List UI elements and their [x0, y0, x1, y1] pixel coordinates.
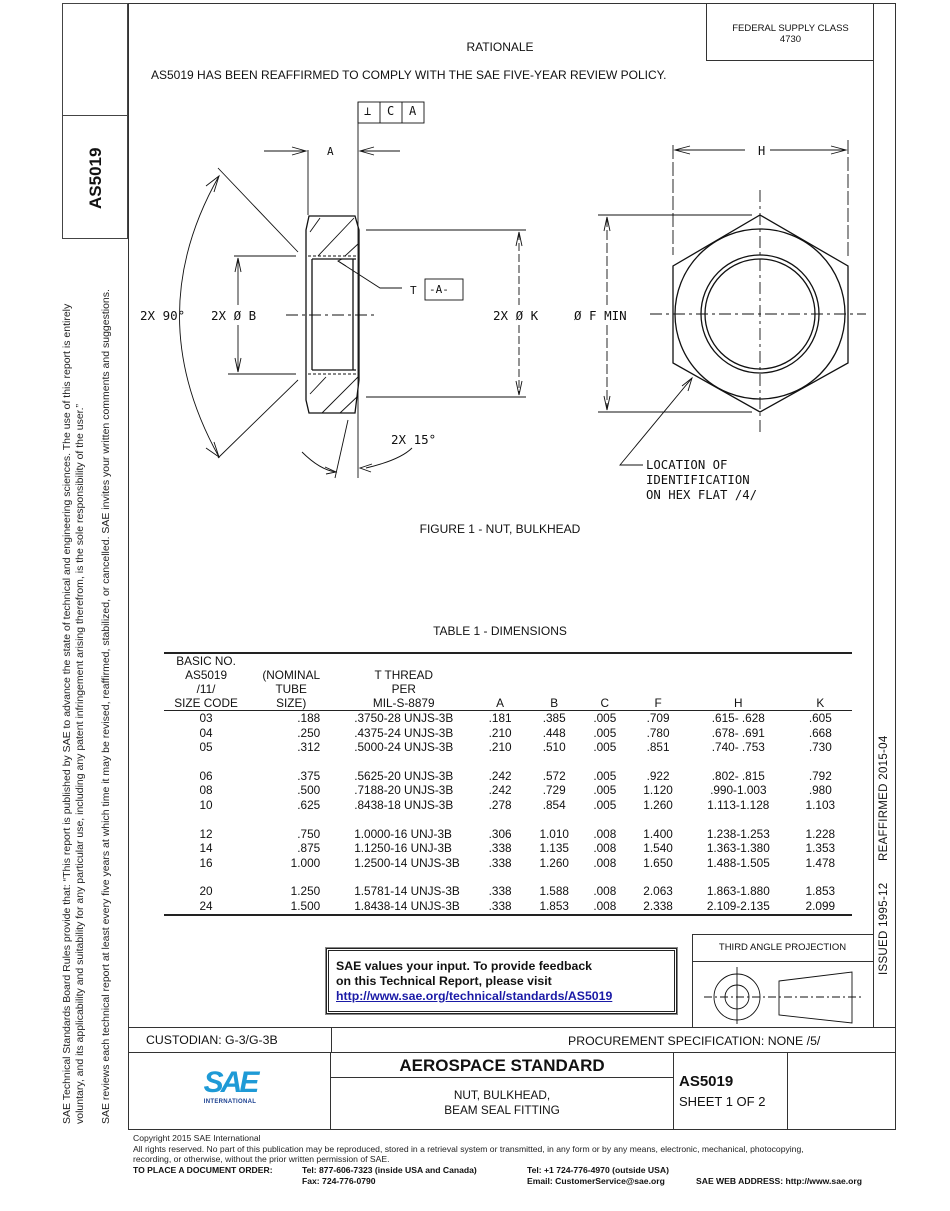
fcf-tolerance: C [387, 104, 395, 118]
title-block-doc-number: AS5019 [679, 1073, 734, 1090]
copyright-line: Copyright 2015 SAE International [133, 1133, 261, 1143]
cell-code: 05 [199, 740, 213, 755]
cell-k: 1.478 [805, 855, 836, 870]
fsc-value: 4730 [779, 34, 802, 45]
cell-h: .615- .628 [711, 711, 765, 725]
cell-a: .278 [488, 797, 512, 812]
cell-b: .729 [542, 783, 566, 798]
rationale-text: AS5019 HAS BEEN REAFFIRMED TO COMPLY WITH THE SAE FIVE-YEAR REVIEW POLICY. [151, 68, 667, 82]
third-angle-projection-symbol [692, 962, 873, 1027]
cell-a: .210 [488, 725, 512, 740]
cell-thread: 1.2500-14 UNJS-3B [354, 855, 460, 870]
cell-code: 14 [199, 841, 213, 856]
ident-line3: ON HEX FLAT /4/ [646, 488, 758, 502]
cell-f: 1.540 [643, 841, 673, 856]
cell-code: 10 [199, 797, 213, 812]
cell-c: .005 [593, 797, 617, 812]
cell-k: .980 [808, 783, 832, 798]
cell-b: .510 [542, 740, 566, 755]
cell-c: .005 [593, 711, 617, 725]
cell-tube: .500 [297, 783, 321, 798]
feedback-link[interactable]: http://www.sae.org/technical/standards/AS5019 [336, 989, 613, 1003]
cell-b: .385 [542, 711, 566, 725]
table-row [164, 711, 852, 726]
cell-c: .005 [593, 725, 617, 740]
cell-tube: .188 [297, 711, 321, 725]
cell-code: 08 [199, 783, 213, 798]
cell-tube: 1.500 [248, 899, 334, 915]
cell-c: .008 [593, 884, 617, 899]
cell-h: .990-1.003 [710, 783, 767, 798]
cell-thread: 1.1250-16 UNJ-3B [354, 841, 452, 856]
cell-thread: 1.5781-14 UNJS-3B [354, 884, 460, 899]
angle-15-label: 2X 15° [391, 432, 437, 447]
cell-thread: .3750-28 UNJS-3B [354, 711, 454, 725]
datum-a-label: -A- [429, 283, 449, 296]
cell-f: 1.400 [643, 826, 673, 841]
table-group-spacer [164, 755, 852, 769]
fsc-label: FEDERAL SUPPLY CLASS [732, 23, 849, 34]
order-tel-intl: Tel: +1 724-776-4970 (outside USA) [527, 1165, 669, 1175]
part-title [331, 1088, 673, 1118]
cell-h: 1.238-1.253 [706, 826, 770, 841]
feedback-line2: on this Technical Report, please visit [336, 974, 552, 988]
cell-tube: 1.000 [290, 855, 321, 870]
cell-c: .005 [593, 768, 617, 783]
sae-logo [198, 1068, 262, 1107]
cell-f: 2.063 [643, 884, 673, 899]
table-row [164, 783, 852, 798]
order-tel-us: Tel: 877-606-7323 (inside USA and Canada) [302, 1165, 477, 1175]
third-angle-projection-title: THIRD ANGLE PROJECTION [692, 934, 873, 962]
table-row [164, 827, 852, 842]
figure-caption: FIGURE 1 - NUT, BULKHEAD [419, 522, 581, 536]
table-header-row [164, 654, 852, 711]
sae-logo-subtext: INTERNATIONAL [203, 1099, 257, 1105]
cell-h: .740- .753 [711, 740, 765, 755]
cell-k: 1.353 [805, 841, 836, 856]
sheet-number: SHEET 1 OF 2 [679, 1094, 766, 1109]
cell-a: .242 [488, 768, 512, 783]
doc-number-cell [673, 1053, 788, 1130]
cell-c: .008 [593, 841, 617, 856]
header-f: F [628, 654, 688, 711]
cell-a: .210 [488, 740, 512, 755]
reaffirmed-date: REAFFIRMED 2015-04 [878, 735, 890, 861]
cell-f: 1.260 [643, 797, 673, 812]
cell-thread: .5625-20 UNJS-3B [354, 768, 454, 783]
cell-code: 16 [199, 855, 213, 870]
cell-code: 06 [199, 768, 213, 783]
dia-f-label: Ø F MIN [574, 308, 627, 323]
cell-code: 12 [199, 826, 213, 841]
cell-k: 1.103 [805, 797, 836, 812]
cell-tube: .250 [297, 725, 321, 740]
table-row [164, 769, 852, 784]
cell-h: .678- .691 [711, 725, 765, 740]
cell-a: .242 [488, 783, 512, 798]
cell-f: .851 [646, 740, 670, 755]
cell-thread: .8438-18 UNJS-3B [354, 797, 454, 812]
cell-c: .008 [581, 899, 628, 915]
cell-h: 2.109-2.135 [688, 899, 789, 915]
dim-h-label: H [758, 144, 766, 158]
issued-date: ISSUED 1995-12 [878, 882, 890, 975]
fcf-datum: A [409, 104, 417, 118]
sae-web-address: SAE WEB ADDRESS: http://www.sae.org [696, 1176, 862, 1186]
cell-tube: .625 [297, 797, 321, 812]
header-c: C [581, 654, 628, 711]
cell-b: .854 [542, 797, 566, 812]
cell-c: .005 [593, 783, 617, 798]
cell-h: 1.363-1.380 [706, 841, 770, 856]
table-row [164, 884, 852, 899]
header-tube-size: (NOMINAL TUBE SIZE) [248, 654, 334, 711]
cell-tube: .875 [297, 841, 321, 856]
header-thread: T THREAD PER MIL-S-8879 [334, 654, 473, 711]
part-title-line2: BEAM SEAL FITTING [444, 1103, 560, 1117]
header-b: B [527, 654, 582, 711]
table-group-spacer [164, 870, 852, 884]
cell-tube: .375 [297, 768, 321, 783]
cell-code: 04 [199, 725, 213, 740]
cell-k: 2.099 [789, 899, 852, 915]
ident-line1: LOCATION OF [646, 458, 728, 472]
cell-code: 20 [199, 884, 213, 899]
cell-f: .780 [646, 725, 670, 740]
order-email: Email: CustomerService@sae.org [527, 1176, 665, 1186]
cell-f: 1.120 [643, 783, 673, 798]
dia-b-label: 2X Ø B [211, 308, 257, 323]
cell-thread: 1.8438-14 UNJS-3B [334, 899, 473, 915]
cell-code: 03 [199, 711, 213, 725]
cell-thread: .5000-24 UNJS-3B [354, 740, 454, 755]
ident-line2: IDENTIFICATION [646, 473, 750, 487]
cell-k: .730 [808, 740, 832, 755]
cell-b: .572 [542, 768, 566, 783]
cell-tube: .750 [297, 826, 321, 841]
custodian-divider [331, 1027, 332, 1053]
standard-type: AEROSPACE STANDARD [331, 1053, 673, 1078]
doc-number-vertical: AS5019 [86, 147, 105, 209]
custodian: CUSTODIAN: G-3/G-3B [146, 1033, 278, 1047]
sae-rules-note-line2: voluntary, and its applicability and suitability for any particular use, including any patent infringement arising therefrom, is the sole responsibility of the user.” [74, 403, 86, 1124]
cell-b: 1.260 [539, 855, 569, 870]
sae-logo-cell [128, 1053, 331, 1130]
cell-h: 1.488-1.505 [706, 855, 770, 870]
table-row [164, 798, 852, 813]
footer-copyright [133, 1133, 804, 1165]
sae-rules-note-line1: SAE Technical Standards Board Rules provide that: “This report is published by SAE to advance the state of technical and engineering sciences. The use of this report is entirely [61, 303, 73, 1124]
cell-h: 1.113-1.128 [707, 797, 770, 812]
table-caption: TABLE 1 - DIMENSIONS [433, 624, 567, 638]
dim-a-label: A [327, 145, 334, 158]
cell-a: .338 [488, 884, 512, 899]
order-fax: Fax: 724-776-0790 [302, 1176, 376, 1186]
identification-note [646, 458, 757, 503]
cell-k: .605 [808, 711, 832, 725]
cell-a: .306 [488, 826, 512, 841]
cell-c: .008 [593, 826, 617, 841]
table-row [164, 856, 852, 871]
header-h: H [688, 654, 789, 711]
cell-f: 2.338 [628, 899, 688, 915]
perpendicularity-symbol: ⊥ [364, 104, 372, 118]
cell-a: .181 [488, 711, 512, 725]
nut-end-view-drawing [0, 0, 950, 520]
rights-line2: recording, or otherwise, without the prior written permission of SAE. [133, 1154, 390, 1165]
header-k: K [789, 654, 852, 711]
cell-b: 1.010 [539, 826, 569, 841]
feedback-line1: SAE values your input. To provide feedback [336, 959, 593, 973]
table-row [164, 726, 852, 741]
cell-b: 1.588 [539, 884, 569, 899]
sae-logo-mark: SAE [203, 1066, 257, 1099]
cell-tube: 1.250 [290, 884, 321, 899]
cell-a: .338 [488, 855, 512, 870]
cell-thread: .4375-24 UNJS-3B [354, 725, 454, 740]
cell-c: .008 [593, 855, 617, 870]
rationale-heading: RATIONALE [466, 40, 534, 54]
cell-b: .448 [542, 725, 566, 740]
dia-k-label: 2X Ø K [493, 308, 539, 323]
cell-a: .338 [488, 841, 512, 856]
angle-90-label: 2X 90° [140, 308, 186, 323]
cell-k: 1.228 [805, 826, 836, 841]
cell-thread: 1.0000-16 UNJ-3B [354, 826, 452, 841]
cell-thread: .7188-20 UNJS-3B [354, 783, 454, 798]
cell-f: 1.650 [643, 855, 673, 870]
part-title-line1: NUT, BULKHEAD, [453, 1088, 551, 1102]
cell-c: .005 [593, 740, 617, 755]
cell-tube: .312 [297, 740, 321, 755]
cell-code: 24 [164, 899, 248, 915]
table-row [164, 841, 852, 856]
rights-line1: All rights reserved. No part of this publication may be reproduced, stored in a retrieval system or transmitted, in any form or by any means, electronic, mechanical, photocopying, [133, 1143, 804, 1154]
cell-a: .338 [473, 899, 527, 915]
table-row [164, 899, 852, 915]
procurement-spec: PROCUREMENT SPECIFICATION: NONE /5/ [568, 1034, 821, 1048]
header-a: A [473, 654, 527, 711]
cell-f: .922 [646, 768, 670, 783]
cell-k: .792 [808, 768, 832, 783]
feedback-box [326, 948, 677, 1014]
cell-b: 1.853 [527, 899, 582, 915]
dimensions-table [164, 652, 852, 916]
cell-h: .802- .815 [711, 768, 765, 783]
cell-f: .709 [646, 711, 670, 725]
cell-h: 1.863-1.880 [706, 884, 770, 899]
cell-b: 1.135 [539, 841, 569, 856]
table-group-spacer [164, 813, 852, 827]
thread-t-label: T [410, 284, 417, 297]
order-label: TO PLACE A DOCUMENT ORDER: [133, 1165, 273, 1175]
cell-k: .668 [808, 725, 832, 740]
table-row [164, 740, 852, 755]
cell-k: 1.853 [805, 884, 836, 899]
sae-review-note: SAE reviews each technical report at least every five years at which time it may be revised, reaffirmed, stabilized, or cancelled. SAE invites your written comments and suggestions. [100, 289, 112, 1124]
header-size-code: BASIC NO. AS5019 /11/ SIZE CODE [164, 654, 248, 711]
